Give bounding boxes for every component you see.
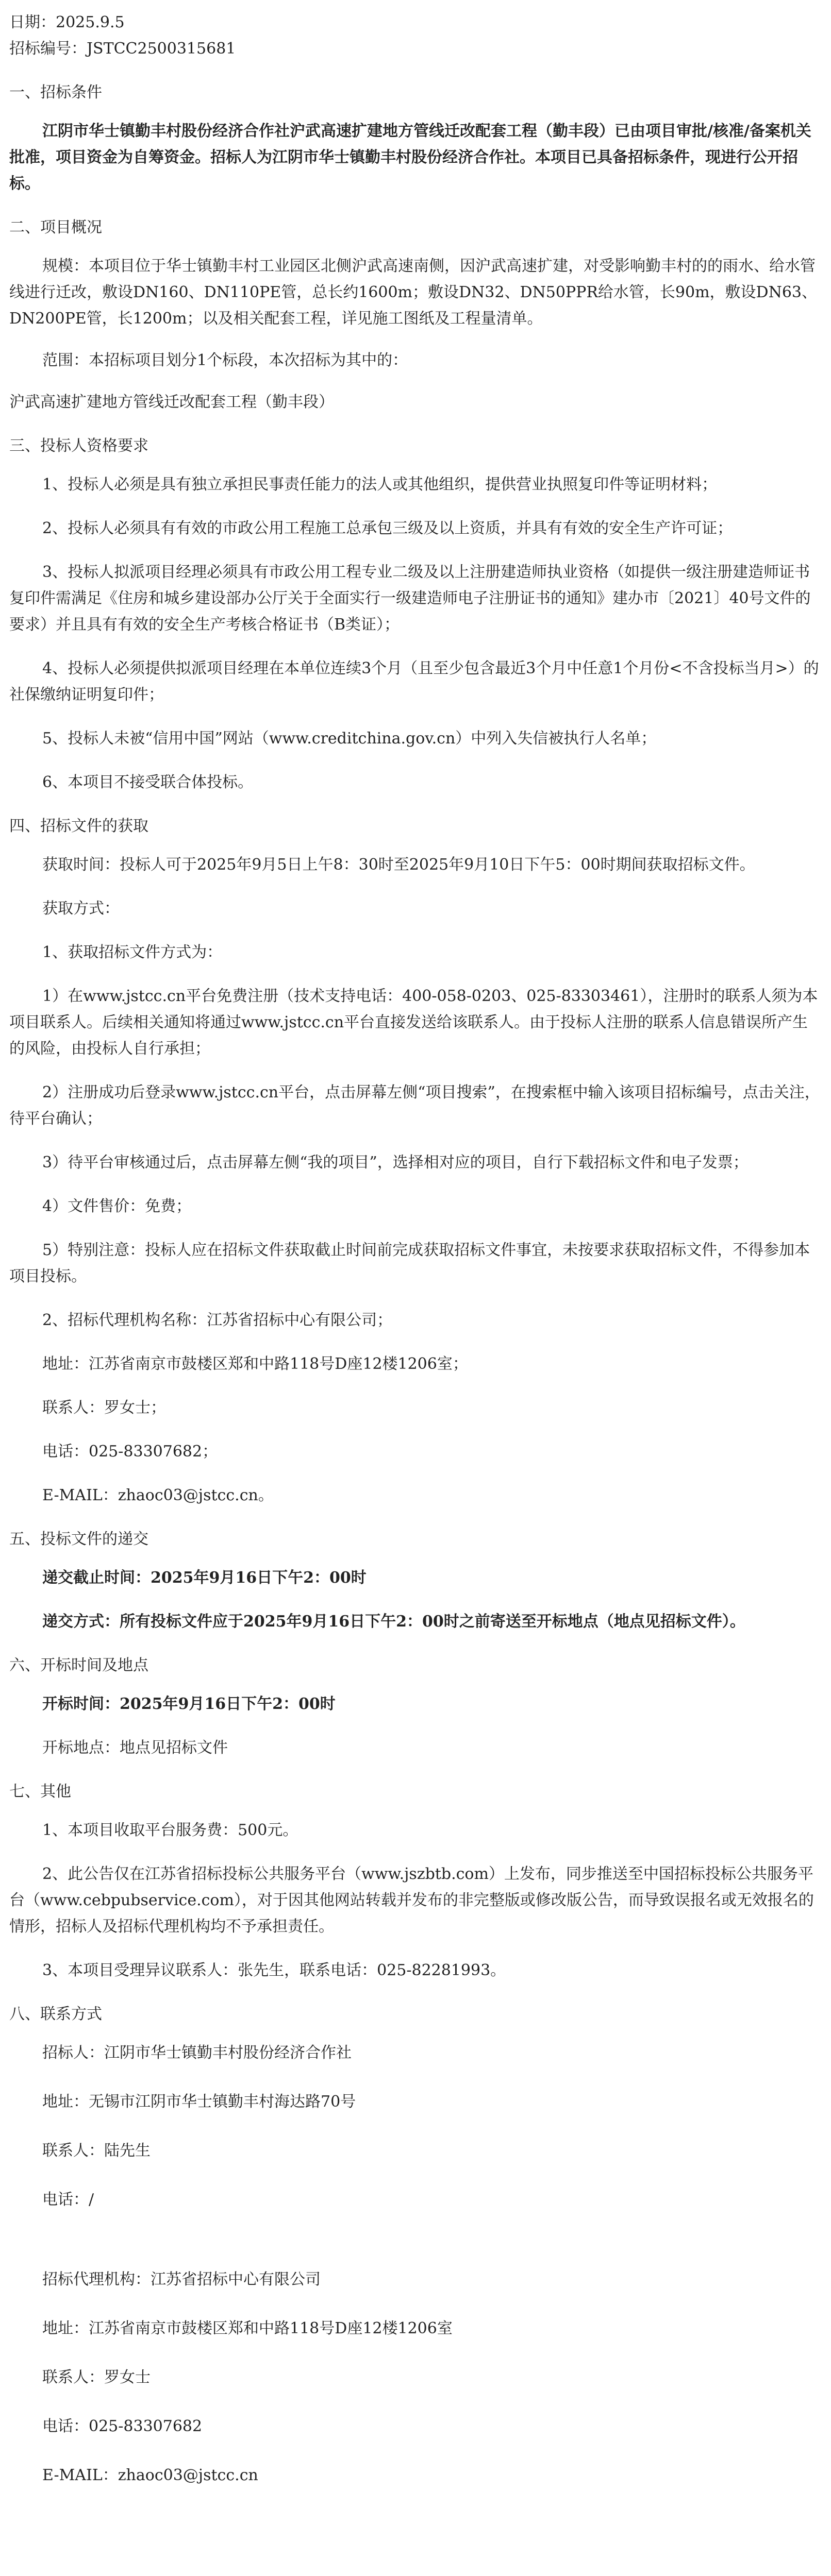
agency-name: 招标代理机构：江苏省招标中心有限公司 xyxy=(42,2270,321,2289)
agency-contact: 联系人：罗女士 xyxy=(42,2368,151,2386)
other-item: 1、本项目收取平台服务费：500元。 xyxy=(42,1821,298,1839)
section-4-title: 四、招标文件的获取 xyxy=(9,817,148,835)
obtain-step: 5）特别注意：投标人应在招标文件获取截止时间前完成获取招标文件事宜，未按要求获取招标文件，不得参加本项目投标。 xyxy=(9,1241,810,1285)
submission-method-text: 递交方式：所有投标文件应于2025年9月16日下午2：00时之前寄送至开标地点（地点见招标文件）。 xyxy=(42,1613,745,1631)
obtain-method-label: 获取方式： xyxy=(42,900,120,918)
tenderer-address: 地址：无锡市江阴市华士镇勤丰村海达路70号 xyxy=(42,2093,356,2111)
other-item: 2、此公告仅在江苏省招标投标公共服务平台（www.jszbtb.com）上发布，同步推送至中国招标投标公共服务平台（www.cebpubservice.com），对于因其他网站转载并发布的非完整版或修改版公告，而导致误报名或无效报名的情形，招标人及招标代理机构均不予承担责任。 xyxy=(9,1865,814,1936)
obtain-step: 3）待平台审核通过后，点击屏幕左侧“我的项目”，选择相对应的项目，自行下载招标文件和电子发票； xyxy=(42,1154,749,1172)
project-scale-text: 规模：本项目位于华士镇勤丰村工业园区北侧沪武高速南侧，因沪武高速扩建，对受影响勤丰村的的雨水、给水管线进行迁改，敷设DN160、DN110PE管，总长约1600m；敷设DN32、DN50PPR给水管，长90m，敷设DN63、DN200PE管，长1200m；以及相关配套工程，详见施工图纸及工程量清单。 xyxy=(9,257,818,328)
opening-place-text: 开标地点：地点见招标文件 xyxy=(42,1739,228,1757)
agency-address: 地址：江苏省南京市鼓楼区郑和中路118号D座12楼1206室 xyxy=(42,2319,453,2337)
obtain-time-text: 获取时间：投标人可于2025年9月5日上午8：30时至2025年9月10日下午5：00时期间获取招标文件。 xyxy=(42,856,755,874)
section-8-title: 八、联系方式 xyxy=(9,2005,102,2023)
qualification-item: 4、投标人必须提供拟派项目经理在本单位连续3个月（且至少包含最近3个月中任意1个月份<不含投标当月>）的社保缴纳证明复印件； xyxy=(9,659,819,704)
obtain-step: 2）注册成功后登录www.jstcc.cn平台，点击屏幕左侧“项目搜索”，在搜索框中输入该项目招标编号，点击关注，待平台确认； xyxy=(9,1083,820,1128)
obtain-method-sublabel: 1、获取招标文件方式为： xyxy=(42,943,223,961)
obtain-step: 4）文件售价：免费； xyxy=(42,1197,192,1215)
agency-address-text: 地址：江苏省南京市鼓楼区郑和中路118号D座12楼1206室； xyxy=(42,1355,468,1373)
agency-email-text: E-MAIL：zhaoc03@jstcc.cn。 xyxy=(42,1486,274,1504)
agency-phone: 电话：025-83307682 xyxy=(42,2417,203,2435)
agency-email: E-MAIL：zhaoc03@jstcc.cn xyxy=(42,2466,258,2484)
tender-number: 招标编号：JSTCC2500315681 xyxy=(9,40,236,58)
opening-time-text: 开标时间：2025年9月16日下午2：00时 xyxy=(42,1695,336,1713)
project-scope-text: 范围：本招标项目划分1个标段，本次招标为其中的： xyxy=(42,351,408,369)
section-1-title: 一、招标条件 xyxy=(9,83,102,101)
announcement-date: 日期：2025.9.5 xyxy=(9,13,125,31)
other-item: 3、本项目受理异议联系人：张先生，联系电话：025-82281993。 xyxy=(42,1961,506,1979)
tender-conditions-text: 江阴市华士镇勤丰村股份经济合作社沪武高速扩建地方管线迁改配套工程（勤丰段）已由项目审批/核准/备案机关批准，项目资金为自筹资金。招标人为江阴市华士镇勤丰村股份经济合作社。本项目已具备招标条件，现进行公开招标。 xyxy=(9,122,811,193)
agency-contact-text: 联系人：罗女士； xyxy=(42,1399,166,1417)
tenderer-phone: 电话：/ xyxy=(42,2191,94,2209)
section-6-title: 六、开标时间及地点 xyxy=(9,1656,148,1674)
section-3-title: 三、投标人资格要求 xyxy=(9,437,148,455)
project-lot-name: 沪武高速扩建地方管线迁改配套工程（勤丰段） xyxy=(9,393,334,411)
section-spacer xyxy=(9,2235,822,2266)
section-2-title: 二、项目概况 xyxy=(9,218,102,236)
qualification-item: 3、投标人拟派项目经理必须具有市政公用工程专业二级及以上注册建造师执业资格（如提供一级注册建造师证书复印件需满足《住房和城乡建设部办公厅关于全面实行一级建造师电子注册证书的通知》建办市〔2021〕40号文件的要求）并且具有有效的安全生产考核合格证书（B类证）； xyxy=(9,563,811,634)
agency-name-text: 2、招标代理机构名称：江苏省招标中心有限公司； xyxy=(42,1311,393,1329)
tenderer-contact: 联系人：陆先生 xyxy=(42,2142,151,2160)
qualification-item: 2、投标人必须具有有效的市政公用工程施工总承包三级及以上资质，并具有有效的安全生产许可证； xyxy=(42,519,733,537)
submission-deadline-text: 递交截止时间：2025年9月16日下午2：00时 xyxy=(42,1569,367,1587)
section-5-title: 五、投标文件的递交 xyxy=(9,1530,148,1548)
qualification-item: 5、投标人未被“信用中国”网站（www.creditchina.gov.cn）中列入失信被执行人名单； xyxy=(42,730,657,748)
agency-phone-text: 电话：025-83307682； xyxy=(42,1443,218,1461)
qualification-item: 6、本项目不接受联合体投标。 xyxy=(42,773,254,791)
qualification-item: 1、投标人必须是具有独立承担民事责任能力的法人或其他组织，提供营业执照复印件等证明材料； xyxy=(42,476,718,494)
tenderer-name: 招标人：江阴市华士镇勤丰村股份经济合作社 xyxy=(42,2044,352,2062)
obtain-step: 1）在www.jstcc.cn平台免费注册（技术支持电话：400-058-0203、025-83303461），注册时的联系人须为本项目联系人。后续相关通知将通过www.jstcc.cn平台直接发送给该联系人。由于投标人注册的联系人信息错误所产生的风险，由投标人自行承担； xyxy=(9,987,818,1058)
section-7-title: 七、其他 xyxy=(9,1783,71,1801)
